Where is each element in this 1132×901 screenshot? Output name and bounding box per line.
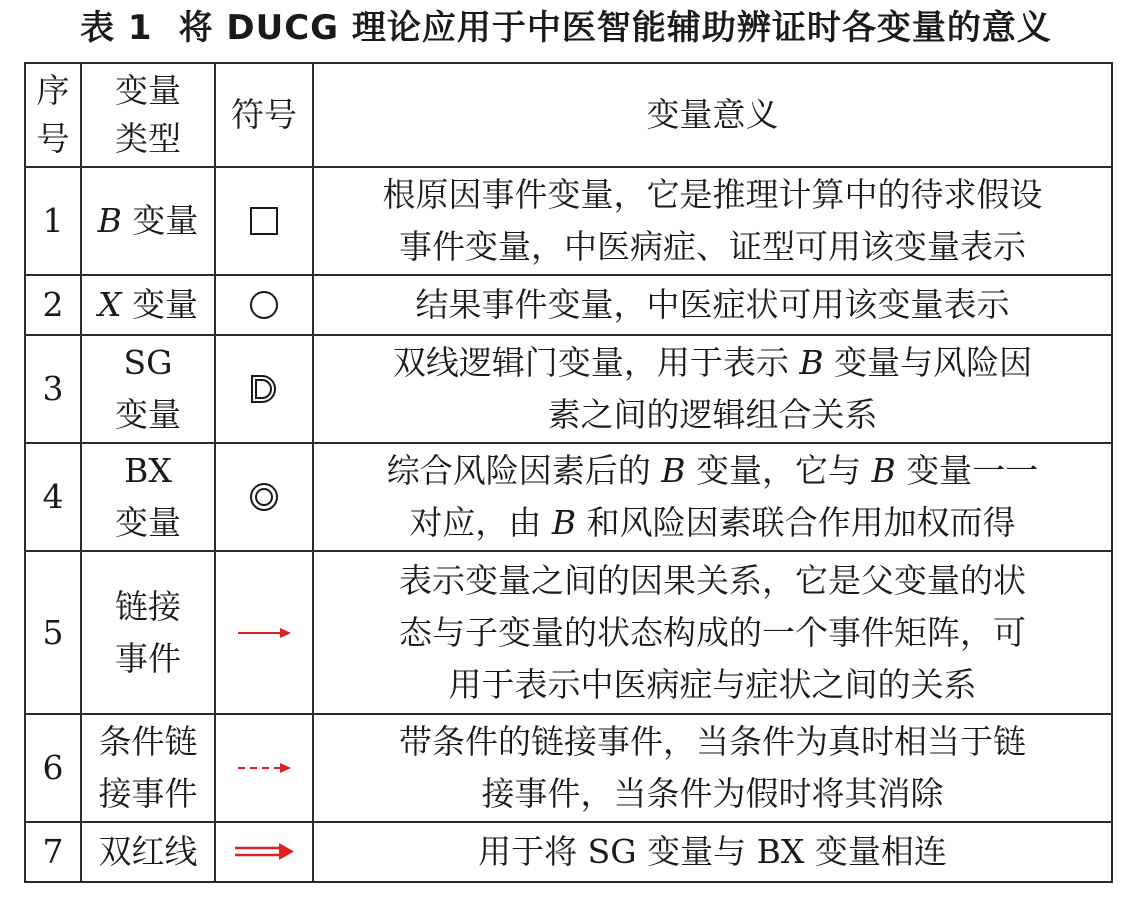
row-index: 5 <box>25 551 81 714</box>
header-index-line-1: 序 <box>36 71 70 110</box>
meaning-line: 根原因事件变量，它是推理计算中的待求假设 <box>382 175 1043 214</box>
meaning-line: 接事件，当条件为假时将其消除 <box>481 774 944 813</box>
double-d-gate-symbol-icon <box>220 372 308 406</box>
table-row <box>25 714 1112 822</box>
symbol-cell <box>215 714 313 822</box>
variable-type-line: 双红线 <box>98 832 198 871</box>
solid-red-arrow-icon <box>220 625 308 641</box>
table-row <box>25 275 1112 335</box>
variable-type <box>81 443 215 551</box>
variable-type-line: 变量 <box>115 503 181 542</box>
variable-type-line: BX <box>124 451 172 490</box>
meaning-line: 用于将 SG 变量与 BX 变量相连 <box>478 832 947 871</box>
table-body <box>25 167 1112 882</box>
double-circle-symbol-icon <box>220 480 308 514</box>
variable-type-suffix: 变量 <box>121 285 198 324</box>
variable-type <box>81 822 215 882</box>
meaning-line: 结果事件变量，中医症状可用该变量表示 <box>415 285 1010 324</box>
meaning-text: 综合风险因素后的 <box>386 451 662 490</box>
meaning-text: 变量一一 <box>895 451 1039 490</box>
variable-letter: B <box>551 503 577 542</box>
table-row <box>25 443 1112 551</box>
table-row <box>25 822 1112 882</box>
header-row <box>25 63 1112 167</box>
table-caption <box>0 4 1132 52</box>
symbol-cell <box>215 167 313 275</box>
meaning-line: 用于表示中医病症与症状之间的关系 <box>448 664 977 704</box>
variable-letter: B <box>661 451 686 490</box>
row-index: 3 <box>25 335 81 443</box>
variable-type <box>81 551 215 714</box>
table-row <box>25 335 1112 443</box>
meaning-line: 带条件的链接事件，当条件为真时相当于链 <box>399 722 1026 761</box>
variable-type-letter: B <box>97 201 122 240</box>
variable-type-line: 链接 <box>115 586 181 626</box>
header-meaning: 变量意义 <box>313 63 1112 167</box>
header-index <box>25 63 81 167</box>
row-index: 1 <box>25 167 81 275</box>
meaning-text: 素之间的逻辑组合关系 <box>547 395 878 434</box>
variable-type-line: 变量 <box>115 395 181 434</box>
meaning-line: 表示变量之间的因果关系，它是父变量的状 <box>399 560 1026 600</box>
variable-meaning <box>313 335 1112 443</box>
row-index: 7 <box>25 822 81 882</box>
variable-letter: B <box>799 343 824 382</box>
variable-meaning <box>313 551 1112 714</box>
header-type-line-1: 变量 <box>115 71 181 110</box>
variable-letter: B <box>871 451 896 490</box>
meaning-line: 态与子变量的状态构成的一个事件矩阵，可 <box>399 612 1026 652</box>
variable-type-line: SG <box>123 343 173 382</box>
symbol-cell <box>215 335 313 443</box>
variable-type <box>81 167 215 275</box>
meaning-line <box>320 497 1105 549</box>
meaning-line <box>320 445 1105 497</box>
row-index: 4 <box>25 443 81 551</box>
square-symbol-icon <box>220 204 308 238</box>
header-symbol: 符号 <box>215 63 313 167</box>
variable-type-line: 接事件 <box>98 774 198 813</box>
variable-type <box>81 714 215 822</box>
symbol-cell <box>215 275 313 335</box>
symbol-cell <box>215 443 313 551</box>
symbol-cell <box>215 822 313 882</box>
meaning-text: 变量与风险因 <box>823 343 1033 382</box>
variable-type-letter: X <box>98 285 122 324</box>
meaning-line <box>320 337 1105 389</box>
table-number: 表 1 <box>80 8 153 48</box>
header-index-line-2: 号 <box>36 119 70 158</box>
meaning-text: 和风险因素联合作用加权而得 <box>576 503 1016 542</box>
header-type <box>81 63 215 167</box>
variable-type <box>81 335 215 443</box>
table-row <box>25 551 1112 714</box>
variable-type-line: 条件链 <box>98 722 198 761</box>
row-index: 6 <box>25 714 81 822</box>
variable-meaning <box>313 275 1112 335</box>
header-type-line-2: 类型 <box>115 119 181 158</box>
symbol-cell <box>215 551 313 714</box>
double-red-arrow-icon <box>220 842 308 862</box>
variable-meaning <box>313 443 1112 551</box>
variable-meaning <box>313 714 1112 822</box>
dashed-red-arrow-icon <box>220 760 308 776</box>
table-title: 将 DUCG 理论应用于中医智能辅助辨证时各变量的意义 <box>178 8 1052 48</box>
meaning-line: 事件变量，中医病症、证型可用该变量表示 <box>399 227 1026 266</box>
variable-type <box>81 275 215 335</box>
variable-meaning <box>313 822 1112 882</box>
variable-meaning <box>313 167 1112 275</box>
circle-symbol-icon <box>220 288 308 322</box>
meaning-text: 对应，由 <box>409 503 552 542</box>
table-row <box>25 167 1112 275</box>
row-index: 2 <box>25 275 81 335</box>
meaning-text: 双线逻辑门变量，用于表示 <box>392 343 800 382</box>
variable-meaning-table <box>24 62 1113 883</box>
meaning-text: 变量，它与 <box>685 451 872 490</box>
meaning-line <box>320 389 1105 441</box>
variable-type-suffix: 变量 <box>121 201 199 240</box>
variable-type-line: 事件 <box>115 638 181 678</box>
